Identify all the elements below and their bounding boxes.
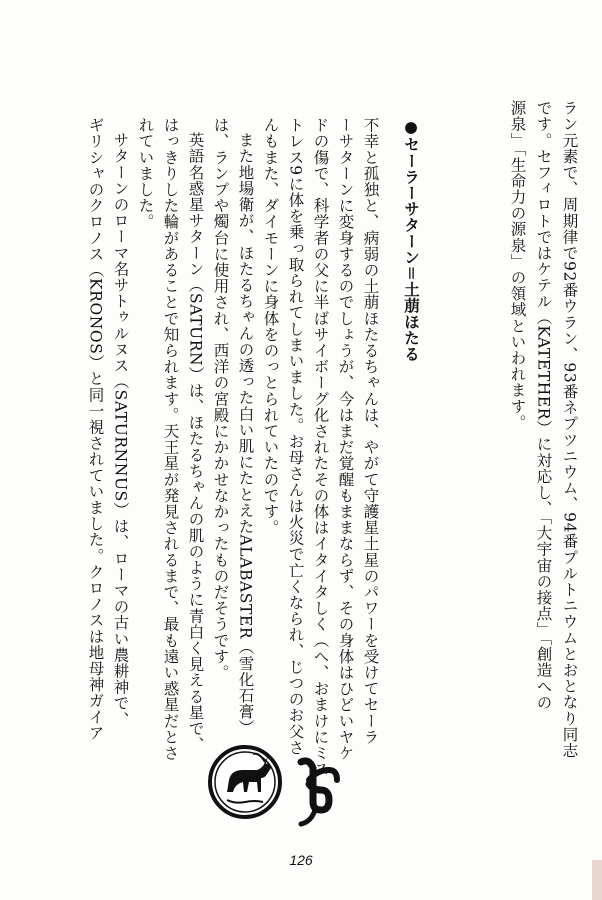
text-line: です。セフィロトではケテル（KATETHER）に対応し、「大宇宙の接点」「創造への [534,100,553,711]
capricorn-icon [205,740,375,830]
text-line: んもまた、ダイモーンに身体をのっとられていたのです。 [261,117,280,536]
capricorn-emblem [205,740,375,834]
text-line: れていました。 [136,117,155,230]
text-line: サターンのローマ名サトゥルヌス（SATURNNUS）は、ローマの古い農耕神で、 [111,132,130,728]
text-line: ラン元素で、周期律で92番ウラン、93番ネプツニウム、94番プルトニウムとおとなり同志 [560,100,579,759]
text-line: また地場衛が、ほたるちゃんの透った白い肌にたとえたALABASTER（雪化石膏） [236,132,255,736]
text-line: ドの傷で、科学者の父に半ばサイボーグ化されたその体はイタイタしく（へ、おまけにミス [311,117,330,778]
text-line: ギリシャのクロノス（KRONOS）と同一視されていました。クロノスは地母神ガイア [86,117,105,741]
text-line: 不幸と孤独と、病弱の土萠ほたるちゃんは、やがて守護星土星のパワーを受けてセーラ [361,117,380,745]
text-line: トレス9に体を乗っ取られてしまいました。お母さんは火災で亡くなられ、じつのお父さ [286,117,305,756]
text-line: はっきりした輪があることで知られます。天王星が発見されるまで、最も遠い惑星だとさ [161,117,180,761]
text-line: ーサターンに変身するのでしょうが、今はまだ覚醒もままならず、その身体はひどいヤケ [336,117,355,761]
page-number: 126 [289,852,313,868]
text-line: 英語名惑星サターン（SATURN）は、ほたるちゃんの肌のように青白く見える星で、 [186,132,205,753]
page-edge-mark [592,860,602,900]
text-line: 源泉」「生命力の源泉」の領域といわれます。 [508,100,527,431]
text-line: は、ランプや燭台に使用され、西洋の宮殿にかかせなかったものだそうです。 [211,117,230,681]
section-heading: ●セーラーサターン＝土萠ほたる [402,118,420,362]
